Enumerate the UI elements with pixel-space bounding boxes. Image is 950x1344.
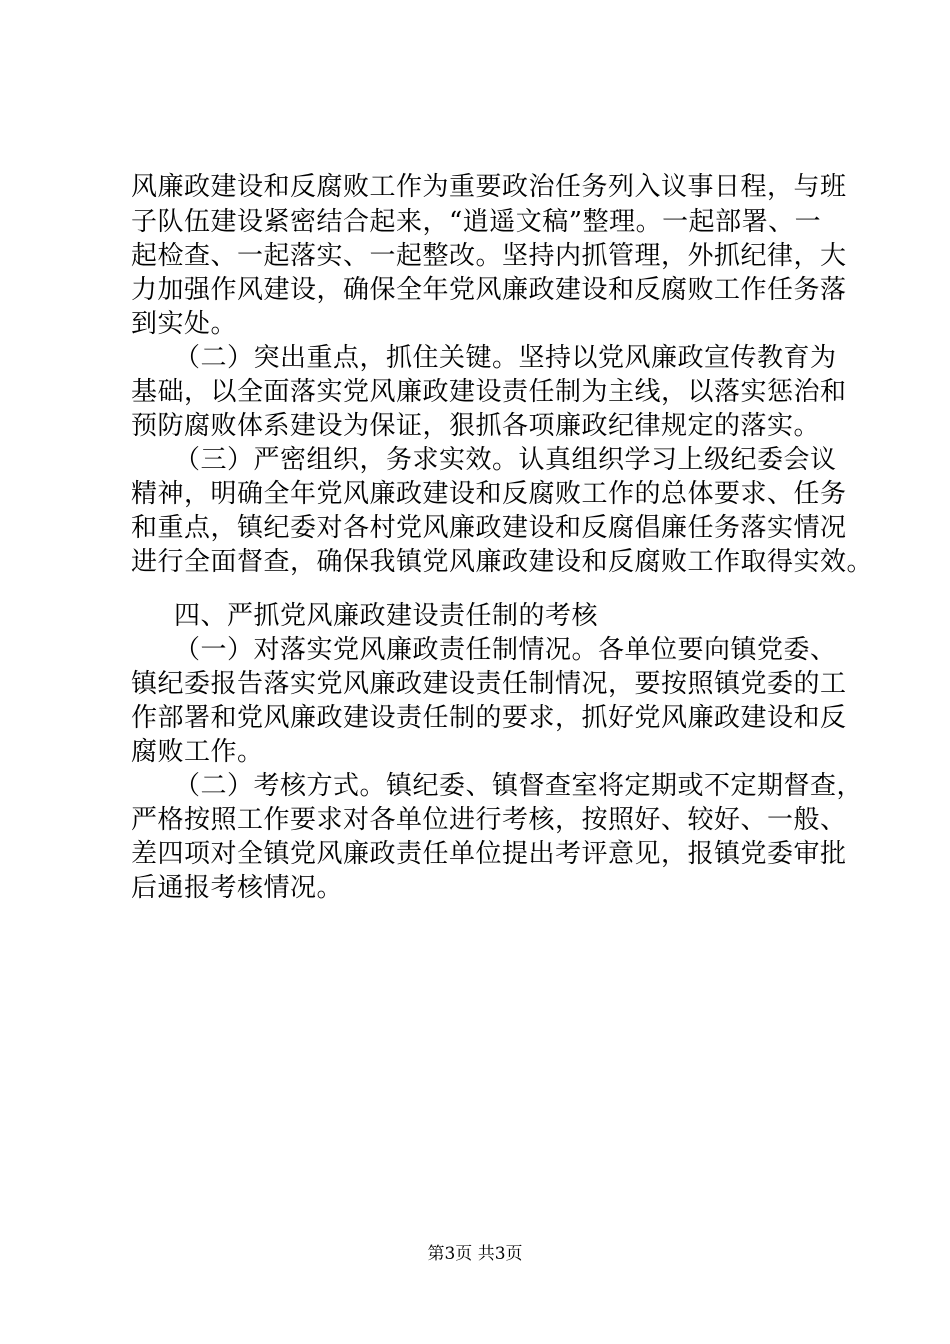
text-line: 起检查、一起落实、一起整改。坚持内抓管理，外抓纪律，大 (131, 241, 847, 271)
paragraph-heading-3: （三）严密组织，务求实效。认真组织学习上级纪委会议 (174, 445, 837, 475)
text-line: 后通报考核情况。 (131, 873, 344, 903)
text-line: 镇纪委报告落实党风廉政建设责任制情况，要按照镇党委的工 (131, 669, 847, 699)
paragraph-heading-2: （二）突出重点，抓住关键。坚持以党风廉政宣传教育为 (174, 343, 837, 373)
text-line: 基础，以全面落实党风廉政建设责任制为主线，以落实惩治和 (131, 377, 847, 407)
text-line: 子队伍建设紧密结合起来，“逍遥文稿”整理。一起部署、一 (131, 207, 822, 237)
text-line: 严格按照工作要求对各单位进行考核，按照好、较好、一般、 (131, 805, 847, 835)
text-line: 腐败工作。 (131, 737, 264, 767)
paragraph-heading-1: （一）对落实党风廉政责任制情况。各单位要向镇党委、 (174, 635, 837, 665)
text-line: 力加强作风建设，确保全年党风廉政建设和反腐败工作任务落 (131, 275, 847, 305)
text-line: 差四项对全镇党风廉政责任单位提出考评意见，报镇党委审批 (131, 839, 847, 869)
text-line: 作部署和党风廉政建设责任制的要求，抓好党风廉政建设和反 (131, 703, 847, 733)
text-line: 精神，明确全年党风廉政建设和反腐败工作的总体要求、任务 (131, 479, 847, 509)
paragraph-heading-2: （二）考核方式。镇纪委、镇督查室将定期或不定期督查， (174, 771, 864, 801)
section-heading: 四、严抓党风廉政建设责任制的考核 (174, 601, 599, 631)
text-line: 风廉政建设和反腐败工作为重要政治任务列入议事日程，与班 (131, 172, 847, 202)
page-footer: 第3页 共3页 (427, 1244, 523, 1264)
text-line: 进行全面督查，确保我镇党风廉政建设和反腐败工作取得实效。 (131, 547, 874, 577)
text-line: 和重点，镇纪委对各村党风廉政建设和反腐倡廉任务落实情况 (131, 513, 847, 543)
text-line: 到实处。 (131, 309, 238, 339)
text-line: 预防腐败体系建设为保证，狠抓各项廉政纪律规定的落实。 (131, 411, 821, 441)
